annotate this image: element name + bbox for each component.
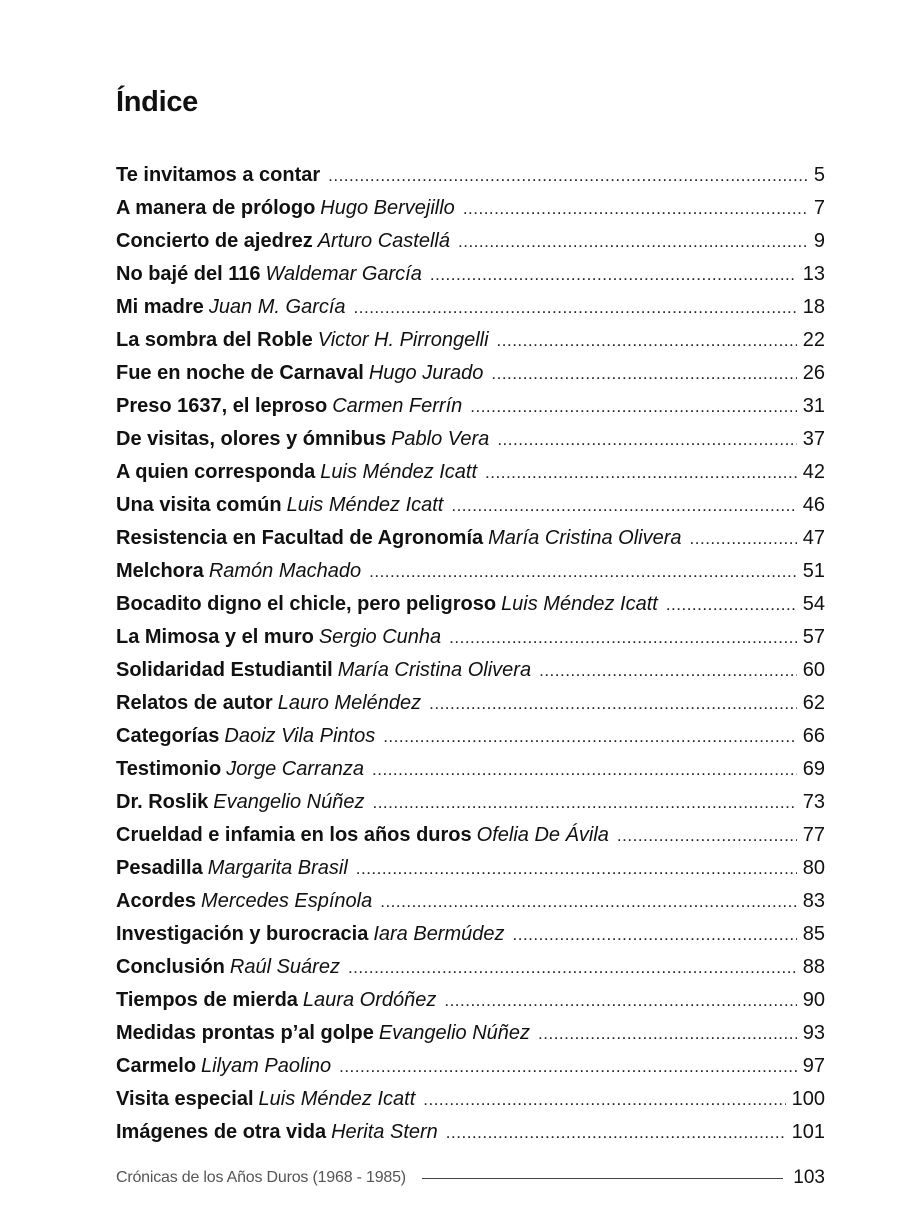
entry-author: Hugo Jurado xyxy=(368,362,484,384)
entry-author: Ofelia De Ávila xyxy=(476,824,609,846)
toc-entry xyxy=(116,1083,825,1116)
dot-leader xyxy=(539,654,797,687)
page-footer xyxy=(116,1166,825,1190)
entry-title: Pesadilla xyxy=(116,857,203,879)
entry-title: Concierto de ajedrez xyxy=(116,230,313,252)
entry-author: Luis Méndez Icatt xyxy=(320,461,478,483)
entry-page-number: 37 xyxy=(802,428,825,450)
toc-entry xyxy=(116,423,825,456)
dot-leader xyxy=(446,1116,786,1149)
entry-title: Fue en noche de Carnaval xyxy=(116,362,364,384)
entry-page-number: 101 xyxy=(791,1121,825,1143)
toc-entry xyxy=(116,390,825,423)
entry-title: De visitas, olores y ómnibus xyxy=(116,428,387,450)
dot-leader xyxy=(458,225,808,258)
entry-title: Investigación y burocracia xyxy=(116,923,369,945)
entry-page-number: 100 xyxy=(791,1088,825,1110)
footer-page-number: 103 xyxy=(793,1167,825,1188)
toc-entry xyxy=(116,522,825,555)
entry-title: Preso 1637, el leproso xyxy=(116,395,328,417)
entry-author: Ramón Machado xyxy=(208,560,362,582)
dot-leader xyxy=(491,357,796,390)
entry-page-number: 18 xyxy=(802,296,825,318)
entry-author: Margarita Brasil xyxy=(207,857,348,879)
entry-title: Te invitamos a contar xyxy=(116,164,321,186)
entry-author: Herita Stern xyxy=(331,1121,438,1143)
entry-page-number: 57 xyxy=(802,626,825,648)
dot-leader xyxy=(451,489,796,522)
dot-leader xyxy=(463,192,808,225)
dot-leader xyxy=(383,720,797,753)
entry-page-number: 26 xyxy=(802,362,825,384)
dot-leader xyxy=(348,951,797,984)
toc-entry xyxy=(116,753,825,786)
entry-page-number: 42 xyxy=(802,461,825,483)
toc-entry xyxy=(116,786,825,819)
dot-leader xyxy=(513,918,797,951)
entry-title: Resistencia en Facultad de Agronomía xyxy=(116,527,484,549)
dot-leader xyxy=(470,390,796,423)
dot-leader xyxy=(372,786,796,819)
entry-author: Hugo Bervejillo xyxy=(320,197,455,219)
dot-leader xyxy=(369,555,797,588)
toc-entry xyxy=(116,555,825,588)
entry-page-number: 47 xyxy=(802,527,825,549)
table-of-contents xyxy=(116,159,825,1149)
entry-title: Melchora xyxy=(116,560,204,582)
dot-leader xyxy=(339,1050,797,1083)
toc-entry xyxy=(116,621,825,654)
entry-page-number: 9 xyxy=(813,230,825,252)
toc-entry xyxy=(116,357,825,390)
entry-author: Juan M. García xyxy=(208,296,346,318)
entry-page-number: 69 xyxy=(802,758,825,780)
entry-title: Mi madre xyxy=(116,296,204,318)
dot-leader xyxy=(497,324,797,357)
entry-page-number: 5 xyxy=(813,164,825,186)
entry-page-number: 46 xyxy=(802,494,825,516)
dot-leader xyxy=(497,423,796,456)
entry-author: Lauro Meléndez xyxy=(277,692,422,714)
entry-author: Luis Méndez Icatt xyxy=(286,494,444,516)
toc-entry xyxy=(116,192,825,225)
toc-entry xyxy=(116,951,825,984)
dot-leader xyxy=(328,159,808,192)
entry-title: A quien corresponda xyxy=(116,461,316,483)
entry-page-number: 83 xyxy=(802,890,825,912)
footer-rule xyxy=(422,1178,783,1179)
entry-page-number: 51 xyxy=(802,560,825,582)
toc-entry xyxy=(116,159,825,192)
toc-entry xyxy=(116,984,825,1017)
entry-title: Bocadito digno el chicle, pero peligroso xyxy=(116,593,497,615)
entry-author: Jorge Carranza xyxy=(226,758,365,780)
entry-author: Raúl Suárez xyxy=(229,956,340,978)
entry-title: Acordes xyxy=(116,890,197,912)
entry-author: Laura Ordóñez xyxy=(302,989,437,1011)
entry-title: Testimonio xyxy=(116,758,222,780)
entry-page-number: 62 xyxy=(802,692,825,714)
entry-page-number: 80 xyxy=(802,857,825,879)
toc-entry xyxy=(116,687,825,720)
entry-title: Categorías xyxy=(116,725,220,747)
dot-leader xyxy=(538,1017,797,1050)
entry-author: Arturo Castellá xyxy=(317,230,450,252)
toc-entry xyxy=(116,720,825,753)
toc-entry xyxy=(116,1017,825,1050)
toc-entry xyxy=(116,819,825,852)
entry-page-number: 60 xyxy=(802,659,825,681)
entry-title: Conclusión xyxy=(116,956,225,978)
dot-leader xyxy=(430,258,797,291)
toc-entry xyxy=(116,1116,825,1149)
entry-title: Solidaridad Estudiantil xyxy=(116,659,333,681)
entry-author: Victor H. Pirrongelli xyxy=(317,329,489,351)
page-title: Índice xyxy=(116,86,198,118)
entry-author: María Cristina Olivera xyxy=(337,659,532,681)
entry-page-number: 54 xyxy=(802,593,825,615)
toc-entry xyxy=(116,1050,825,1083)
entry-author: Luis Méndez Icatt xyxy=(258,1088,416,1110)
entry-author: Lilyam Paolino xyxy=(201,1055,332,1077)
entry-title: A manera de prólogo xyxy=(116,197,316,219)
entry-author: Carmen Ferrín xyxy=(332,395,463,417)
dot-leader xyxy=(449,621,797,654)
entry-title: La Mimosa y el muro xyxy=(116,626,314,648)
entry-author: María Cristina Olivera xyxy=(488,527,682,549)
toc-entry xyxy=(116,456,825,489)
entry-title: Tiempos de mierda xyxy=(116,989,298,1011)
toc-entry xyxy=(116,588,825,621)
toc-entry xyxy=(116,852,825,885)
entry-page-number: 73 xyxy=(802,791,825,813)
entry-title: Dr. Roslik xyxy=(116,791,209,813)
entry-title: Relatos de autor xyxy=(116,692,273,714)
toc-entry xyxy=(116,291,825,324)
entry-title: Una visita común xyxy=(116,494,282,516)
dot-leader xyxy=(380,885,797,918)
footer-book-title: Crónicas de los Años Duros (1968 - 1985) xyxy=(116,1169,406,1186)
dot-leader xyxy=(666,588,797,621)
entry-title: La sombra del Roble xyxy=(116,329,313,351)
entry-page-number: 31 xyxy=(802,395,825,417)
toc-entry xyxy=(116,258,825,291)
toc-entry xyxy=(116,489,825,522)
toc-entry xyxy=(116,918,825,951)
entry-author: Luis Méndez Icatt xyxy=(501,593,658,615)
entry-page-number: 13 xyxy=(802,263,825,285)
dot-leader xyxy=(429,687,797,720)
entry-page-number: 85 xyxy=(802,923,825,945)
entry-author: Mercedes Espínola xyxy=(201,890,373,912)
dot-leader xyxy=(617,819,797,852)
entry-title: Visita especial xyxy=(116,1088,254,1110)
dot-leader xyxy=(690,522,797,555)
dot-leader xyxy=(354,291,797,324)
entry-author: Evangelio Núñez xyxy=(213,791,365,813)
entry-page-number: 97 xyxy=(802,1055,825,1077)
entry-page-number: 66 xyxy=(802,725,825,747)
entry-page-number: 7 xyxy=(813,197,825,219)
dot-leader xyxy=(356,852,797,885)
toc-entry xyxy=(116,225,825,258)
entry-author: Iara Bermúdez xyxy=(373,923,505,945)
dot-leader xyxy=(372,753,797,786)
entry-title: No bajé del 116 xyxy=(116,263,261,285)
entry-title: Medidas prontas p’al golpe xyxy=(116,1022,374,1044)
entry-page-number: 22 xyxy=(802,329,825,351)
entry-author: Waldemar García xyxy=(265,263,422,285)
toc-entry xyxy=(116,885,825,918)
entry-author: Evangelio Núñez xyxy=(378,1022,531,1044)
entry-page-number: 88 xyxy=(802,956,825,978)
dot-leader xyxy=(423,1083,785,1116)
toc-entry xyxy=(116,324,825,357)
entry-title: Crueldad e infamia en los años duros xyxy=(116,824,472,846)
toc-entry xyxy=(116,654,825,687)
entry-page-number: 93 xyxy=(802,1022,825,1044)
entry-author: Pablo Vera xyxy=(391,428,490,450)
entry-page-number: 90 xyxy=(802,989,825,1011)
dot-leader xyxy=(444,984,796,1017)
entry-author: Sergio Cunha xyxy=(318,626,442,648)
entry-author: Daoiz Vila Pintos xyxy=(224,725,376,747)
entry-title: Imágenes de otra vida xyxy=(116,1121,327,1143)
entry-title: Carmelo xyxy=(116,1055,197,1077)
entry-page-number: 77 xyxy=(802,824,825,846)
dot-leader xyxy=(485,456,797,489)
